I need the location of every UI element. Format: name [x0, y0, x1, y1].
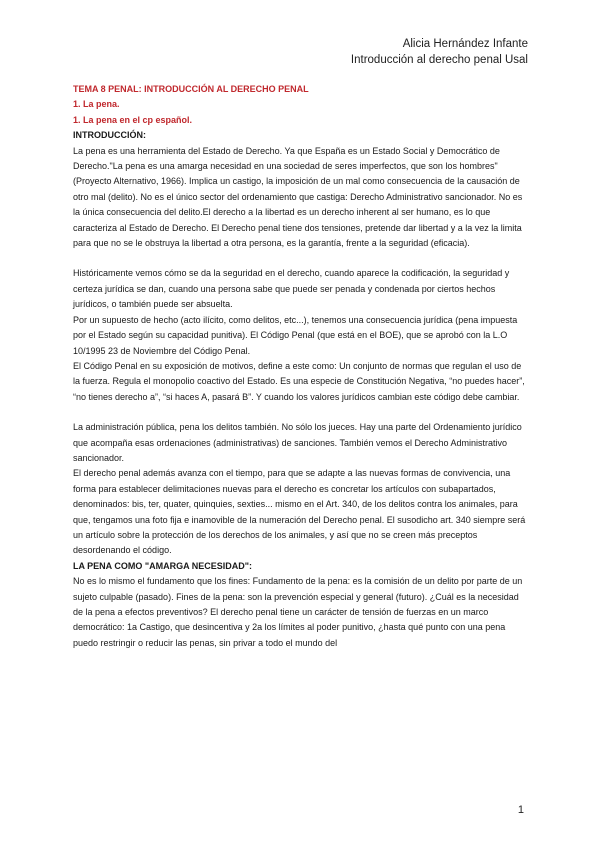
intro-paragraph-1: La pena es una herramienta del Estado de Derecho. Ya que España es un Estado Social y Democrático de Derecho."La pena es una amarga necesidad en una sociedad de seres imperfectos, que son los hombres"(Proyecto Alternativo, 1966). Implica un castigo, la imposición de un mal como consecuencia de la causación de otro mal (delito). No es el único sector del ordenamiento que castiga: Derecho Administrativo sancionador. No es la única consecuencia del delito.El derecho a la libertad es un derecho inherent al ser humano, es lo que caracteriza al Estado de Derecho. El Derecho penal tiene dos tensiones, pretende dar libertad y a la vez la limita para que no se le obstruya la libertad a otra persona, es la garantía, frente a la seguridad (eficacia). — [73, 145, 523, 249]
page-number: 1 — [517, 804, 524, 816]
intro-paragraph-4: El Código Penal en su exposición de motivos, define a este como: Un conjunto de normas que regulan el uso de la fuerza. Regula el monopolio coactivo del Estado. Es una especie de Constitución Negativa, “no puedes hacer”, “no tienes derecho a”, “si haces A, pasará B”. Y cuando los valores jurídicos cambian este código debe cambiar. — [73, 360, 525, 402]
header-author: Alicia Hernández Infante — [402, 38, 528, 50]
pena-paragraph-1: No es lo mismo el fundamento que los fines: Fundamento de la pena: es la comisión de un delito por parte de un sujeto culpable (pasado). Fines de la pena: son la prevención especial y general (futuro). ¿Cuál es la necesidad de la pena a efectos preventivos? El derecho penal tiene un carácter de tensión de fuerzas en un marco democrático: 1a Castigo, que desincentiva y 2a los límites al poder punitivo, ¿hasta qué punto con una pena puedo restringir o reducir las penas, sin privar a todo el mundo del — [73, 576, 523, 648]
intro-paragraph-5: La administración pública, pena los delitos también. No sólo los jueces. Hay una parte del Ordenamiento jurídico que acompaña esas ordenaciones (administrativas) de sanciones. También vemos el Derecho Administrativo sancionador. — [73, 422, 522, 463]
section-heading-amarga-necesidad: LA PENA COMO "AMARGA NECESIDAD": — [73, 560, 253, 571]
header-course: Introducción al derecho penal Usal — [350, 54, 528, 66]
page-header — [351, 36, 528, 68]
intro-paragraph-2: Históricamente vemos cómo se da la seguridad en el derecho, cuando aparece la codificación, la seguridad y certeza jurídica se dan, cuando una persona sabe que puede ser penada y condenada por ciertos hechos jurídicos, o también puede ser absuelta. — [73, 268, 510, 310]
intro-paragraph-6: El derecho penal además avanza con el tiempo, para que se adapte a las nuevas formas de convivencia, una forma para establecer delimitaciones nuevas para el derecho es concretar los artículos con subapartados, denominados: bis, ter, quater, quinquies, sexties... mismo en el Art. 340, de los delitos contra los animales, para que, tengamos una foto fija e inamovible de la numeración del Derecho penal. El susodicho art. 340 siempre será un artículo sobre la protección de los derechos de los animales, y así que no se creen más preceptos desordenando el código. — [73, 468, 526, 556]
section-heading-introduccion: INTRODUCCIÓN: — [73, 130, 146, 141]
document-title: TEMA 8 PENAL: INTRODUCCIÓN AL DERECHO PENAL — [73, 84, 309, 94]
document-body — [73, 82, 528, 651]
intro-paragraph-3: Por un supuesto de hecho (acto ilícito, como delitos, etc...), tenemos una consecuencia jurídica (pena impuesta por el Estado según su capacidad punitiva). El Código Penal (que está en el BOE), que se aprobó con la L.O 10/1995 23 de Noviembre del Código Penal. — [73, 314, 518, 356]
subitem-1: 1. La pena. — [73, 99, 120, 110]
subitem-2: 1. La pena en el cp español. — [73, 114, 193, 125]
